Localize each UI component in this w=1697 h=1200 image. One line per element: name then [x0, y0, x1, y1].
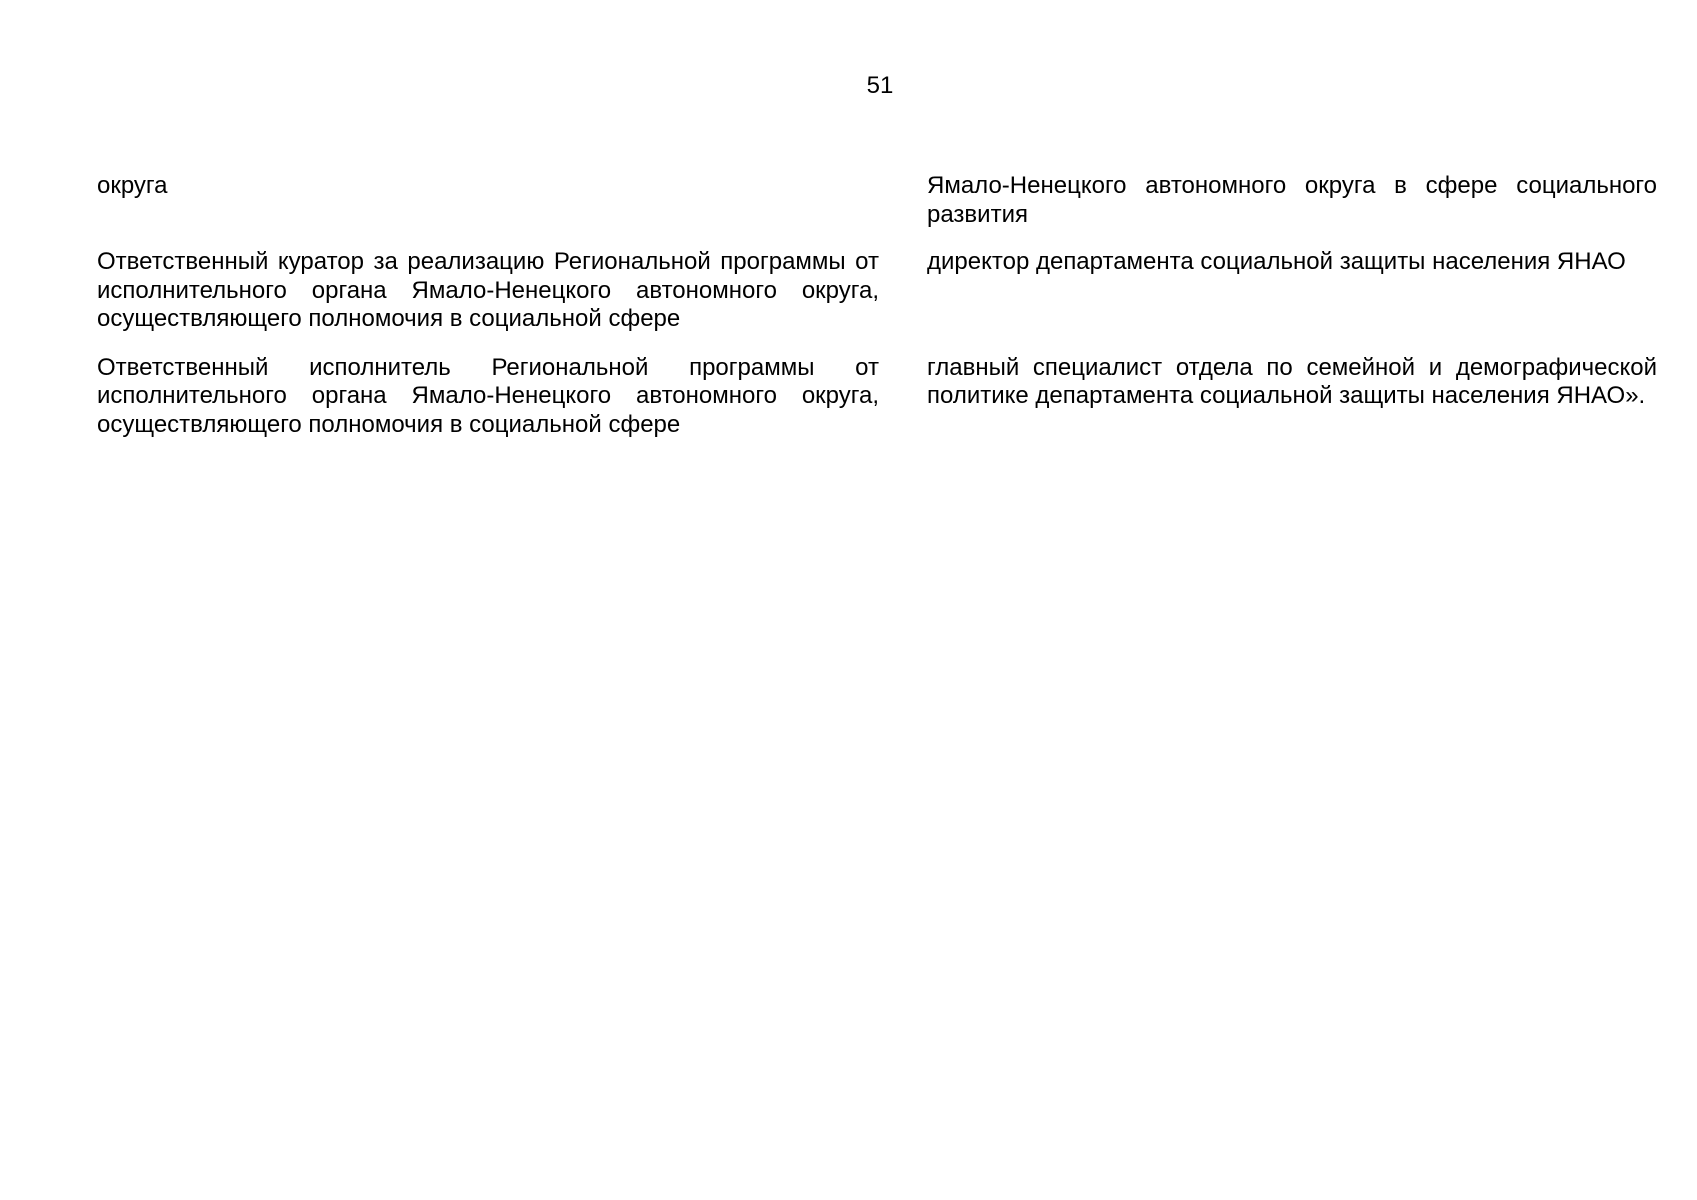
row-label: Ответственный куратор за реализацию Региональной программы от исполнительного органа Ямало-Ненецкого автономного округа, осуществляющего полномочия в социальной сфере [97, 248, 879, 332]
row-label: Ответственный исполнитель Региональной программы от исполнительного органа Ямало-Ненецкого автономного округа, осуществляющего полномочия в социальной сфере [97, 353, 879, 438]
row-label: округа [97, 172, 168, 199]
page-number: 51 [866, 72, 894, 99]
table-row [97, 354, 1657, 440]
row-value: главный специалист отдела по семейной и демографической политике департамента социальной защиты населения ЯНАО». [927, 353, 1657, 409]
table-row [97, 172, 1657, 229]
row-value: директор департамента социальной защиты населения ЯНАО [927, 248, 1626, 275]
row-value: Ямало-Ненецкого автономного округа в сфере социального развития [927, 172, 1657, 228]
info-table [97, 172, 1657, 459]
table-row [97, 248, 1657, 334]
